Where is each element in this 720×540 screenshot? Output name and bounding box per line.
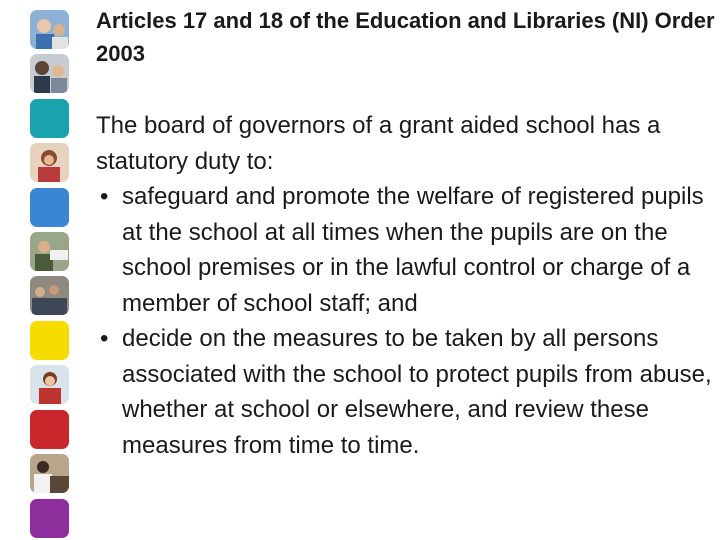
photo-tile: [30, 232, 69, 271]
photo-tile: [30, 365, 69, 404]
intro-text: The board of governors of a grant aided school has a statutory duty to:: [96, 112, 661, 175]
bullet-item: [96, 179, 716, 321]
bullet-item: [96, 321, 716, 463]
bullet-list: [96, 179, 716, 463]
teal-tile: [30, 99, 69, 138]
yellow-tile: [30, 321, 69, 360]
photo-tile: [30, 10, 69, 49]
bullet-text: decide on the measures to be taken by all persons associated with the school to protect pupils from abuse, whether at school or elsewhere, and review these measures from time to time.: [122, 325, 712, 459]
photo-tile: [30, 454, 69, 493]
slide-content: [96, 4, 716, 463]
red-tile: [30, 410, 69, 449]
photo-tile: [30, 143, 69, 182]
photo-tile: [30, 276, 69, 315]
purple-tile: [30, 499, 69, 538]
bullet-glyph: •: [100, 325, 109, 352]
bullet-glyph: •: [100, 183, 109, 210]
bullet-text: safeguard and promote the welfare of registered pupils at the school at all times when the pupils are on the school premises or in the lawful control or charge of a member of school staff; and: [122, 183, 704, 317]
photo-tile: [30, 54, 69, 93]
slide-title: Articles 17 and 18 of the Education and Libraries (NI) Order 2003: [96, 8, 715, 66]
blue-tile: [30, 188, 69, 227]
